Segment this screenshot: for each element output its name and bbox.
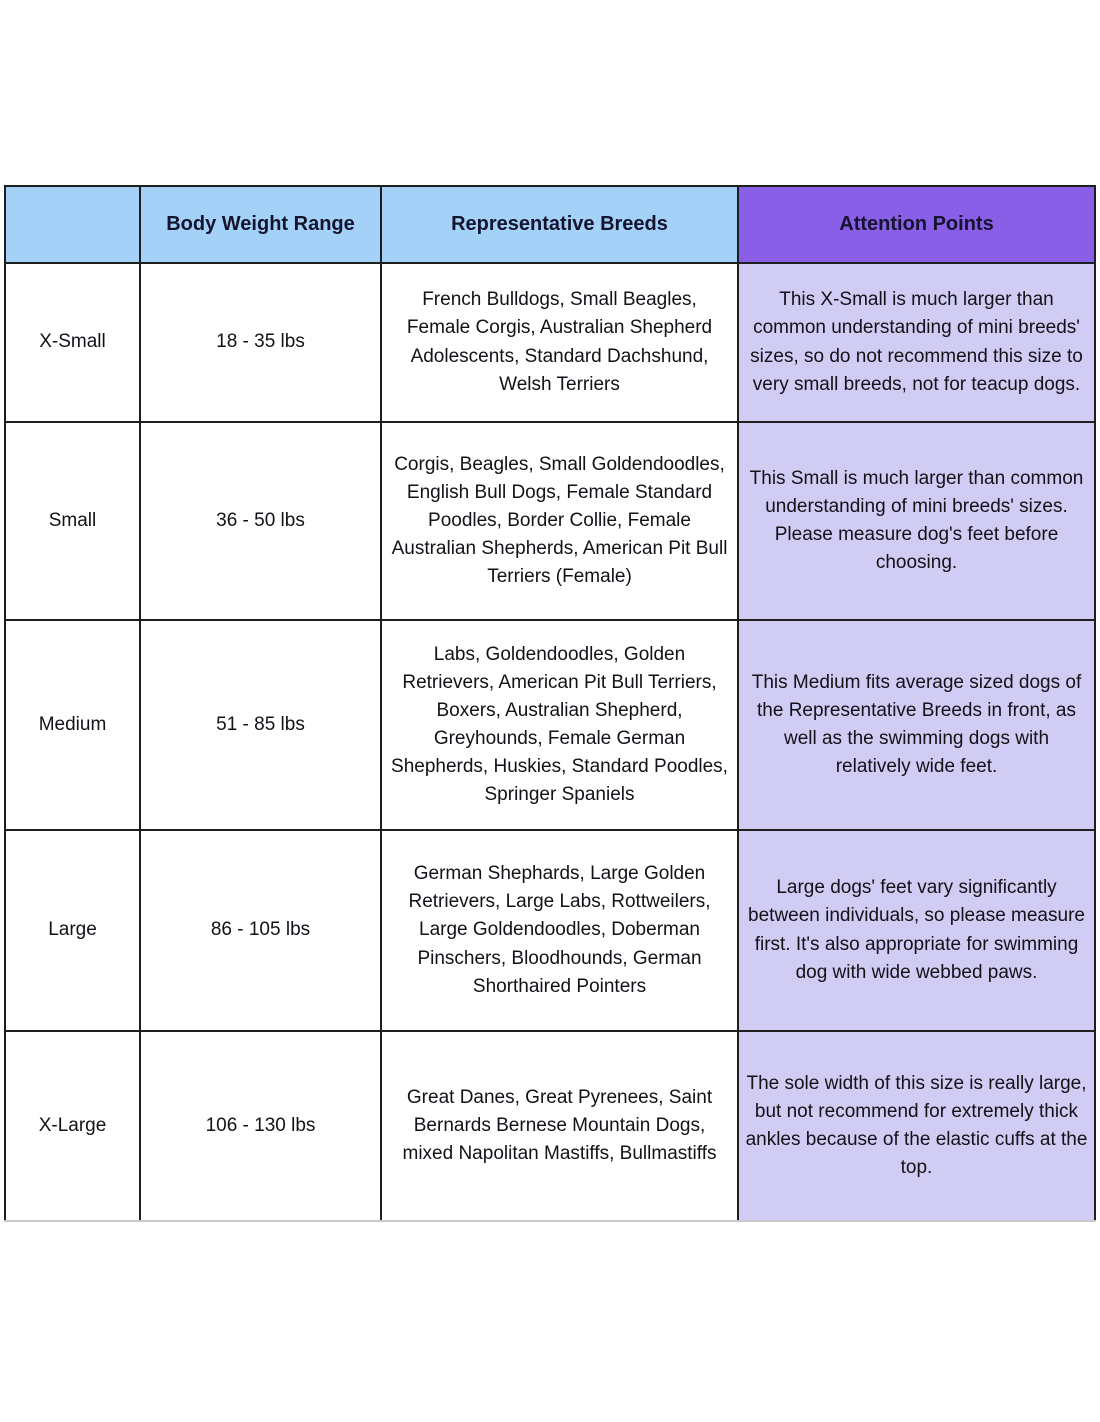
- table-row-small: [5, 422, 1095, 620]
- size-label: X-Large: [5, 1031, 140, 1221]
- attention-note: Large dogs' feet vary significantly between individuals, so please measure first. It's also appropriate for swimming dog with wide webbed paws.: [738, 830, 1095, 1031]
- size-label: Small: [5, 422, 140, 620]
- header-representative-breeds: Representative Breeds: [381, 186, 738, 263]
- weight-range: 106 - 130 lbs: [140, 1031, 381, 1221]
- header-body-weight-range: Body Weight Range: [140, 186, 381, 263]
- size-label: X-Small: [5, 263, 140, 422]
- breeds-list: Corgis, Beagles, Small Goldendoodles, English Bull Dogs, Female Standard Poodles, Border Collie, Female Australian Shepherds, American Pit Bull Terriers (Female): [381, 422, 738, 620]
- breeds-list: German Shephards, Large Golden Retrievers, Large Labs, Rottweilers, Large Goldendoodles, Doberman Pinschers, Bloodhounds, German Shorthaired Pointers: [381, 830, 738, 1031]
- attention-note: This Small is much larger than common understanding of mini breeds' sizes. Please measure dog's feet before choosing.: [738, 422, 1095, 620]
- weight-range: 36 - 50 lbs: [140, 422, 381, 620]
- weight-range: 51 - 85 lbs: [140, 620, 381, 830]
- table-row-large: [5, 830, 1095, 1031]
- header-attention-points: Attention Points: [738, 186, 1095, 263]
- breeds-list: French Bulldogs, Small Beagles, Female Corgis, Australian Shepherd Adolescents, Standard Dachshund, Welsh Terriers: [381, 263, 738, 422]
- weight-range: 18 - 35 lbs: [140, 263, 381, 422]
- table-row-medium: [5, 620, 1095, 830]
- weight-range: 86 - 105 lbs: [140, 830, 381, 1031]
- header-row: [5, 186, 1095, 263]
- breeds-list: Labs, Goldendoodles, Golden Retrievers, American Pit Bull Terriers, Boxers, Australian Shepherd, Greyhounds, Female German Shepherds, Huskies, Standard Poodles, Springer Spaniels: [381, 620, 738, 830]
- header-size-blank: [5, 186, 140, 263]
- breeds-list: Great Danes, Great Pyrenees, Saint Bernards Bernese Mountain Dogs, mixed Napolitan Mastiffs, Bullmastiffs: [381, 1031, 738, 1221]
- attention-note: This X-Small is much larger than common understanding of mini breeds' sizes, so do not recommend this size to very small breeds, not for teacup dogs.: [738, 263, 1095, 422]
- dog-size-chart-table: [4, 185, 1096, 1222]
- table-row-x-small: [5, 263, 1095, 422]
- size-label: Medium: [5, 620, 140, 830]
- attention-note: The sole width of this size is really large, but not recommend for extremely thick ankles because of the elastic cuffs at the top.: [738, 1031, 1095, 1221]
- attention-note: This Medium fits average sized dogs of the Representative Breeds in front, as well as the swimming dogs with relatively wide feet.: [738, 620, 1095, 830]
- table-row-x-large: [5, 1031, 1095, 1221]
- size-label: Large: [5, 830, 140, 1031]
